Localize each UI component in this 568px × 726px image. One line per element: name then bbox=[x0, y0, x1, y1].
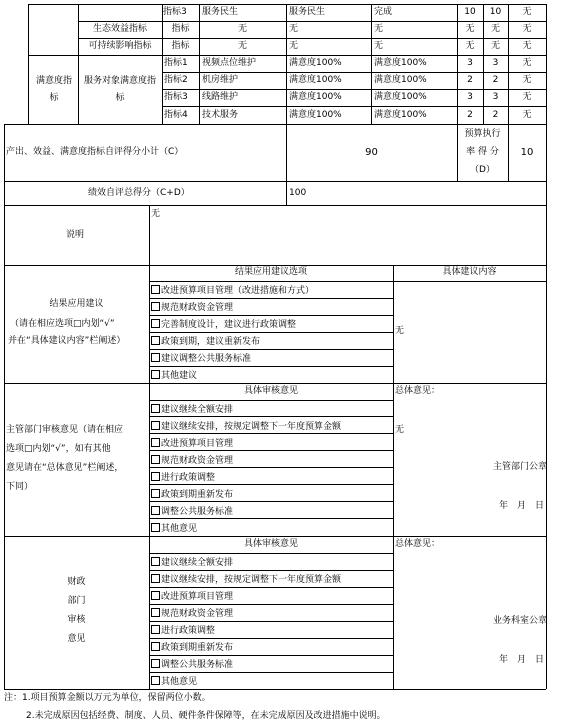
indicator-weight: 2 bbox=[467, 75, 473, 85]
indicator-deviation: 无 bbox=[522, 75, 532, 85]
checkbox-icon[interactable] bbox=[151, 608, 160, 617]
checkbox-icon[interactable] bbox=[151, 455, 160, 464]
indicator-score: 3 bbox=[492, 92, 499, 102]
finance-stamp: 业务科室公章 bbox=[493, 616, 548, 626]
checkbox-icon[interactable] bbox=[151, 404, 160, 413]
result-app-label: （请在相应选项□内划“√” bbox=[10, 319, 115, 329]
indicator-score: 2 bbox=[492, 75, 499, 85]
explanation-value: 无 bbox=[151, 209, 161, 219]
indicator-name: 视频点位维护 bbox=[202, 58, 257, 68]
indicator-target: 服务民生 bbox=[289, 7, 326, 17]
checkbox-icon[interactable] bbox=[151, 472, 160, 481]
checkbox-icon[interactable] bbox=[151, 642, 160, 651]
indicator-deviation: 无 bbox=[522, 41, 532, 51]
finance-review-col-header: 具体审核意见 bbox=[243, 539, 298, 549]
indicator-target: 满意度100% bbox=[289, 75, 342, 85]
checkbox-icon[interactable] bbox=[151, 676, 160, 685]
budget-exec-label: （D） bbox=[470, 165, 495, 175]
indicator-score: 10 bbox=[489, 7, 502, 17]
indicator-deviation: 无 bbox=[522, 92, 532, 102]
finance-option[interactable]: 调整公共服务标准 bbox=[151, 659, 233, 670]
indicator-name: 无 bbox=[237, 24, 247, 34]
finance-review-label: 审核 bbox=[67, 615, 86, 625]
indicator-target: 满意度100% bbox=[289, 110, 342, 120]
dept-overall-value: 无 bbox=[395, 425, 405, 435]
dept-option[interactable]: 建议继续安排，按规定调整下一年度预算金额 bbox=[151, 421, 341, 432]
indicator-score: 3 bbox=[492, 58, 499, 68]
indicator-actual: 满意度100% bbox=[374, 58, 427, 68]
finance-review-label: 财政 bbox=[67, 577, 86, 587]
result-app-content-header: 具体建议内容 bbox=[442, 267, 497, 277]
indicator-weight: 2 bbox=[467, 110, 473, 120]
dept-date: 年 月 日 bbox=[499, 501, 545, 511]
indicator-actual: 无 bbox=[374, 41, 384, 51]
finance-option[interactable]: 政策到期重新发布 bbox=[151, 642, 233, 653]
footnote: 注：1.项目预算金额以万元为单位，保留两位小数。 bbox=[4, 693, 211, 703]
result-app-label: 结果应用建议 bbox=[49, 299, 104, 309]
indicator-name: 机房维护 bbox=[202, 75, 239, 85]
checkbox-icon[interactable] bbox=[151, 489, 160, 498]
checkbox-icon[interactable] bbox=[151, 336, 160, 345]
indicator-category: 可持续影响指标 bbox=[88, 41, 152, 51]
indicator-code: 指标 bbox=[171, 24, 190, 34]
indicator-name: 线路维护 bbox=[202, 92, 239, 102]
indicator-score: 2 bbox=[492, 110, 499, 120]
checkbox-icon[interactable] bbox=[151, 659, 160, 668]
indicator-score: 无 bbox=[490, 41, 500, 51]
indicator-actual: 无 bbox=[374, 24, 384, 34]
dept-option[interactable]: 改进预算项目管理 bbox=[151, 438, 233, 449]
dept-option[interactable]: 规范财政资金管理 bbox=[151, 455, 233, 466]
result-option[interactable]: 建议调整公共服务标准 bbox=[151, 353, 251, 364]
result-app-label: 并在“具体建议内容”栏阐述） bbox=[8, 336, 126, 346]
dept-review-col-header: 具体审核意见 bbox=[243, 386, 298, 396]
indicator-code: 指标4 bbox=[164, 110, 188, 120]
checkbox-icon[interactable] bbox=[151, 285, 160, 294]
indicator-weight: 10 bbox=[464, 7, 476, 17]
budget-exec-label: 预算执行 bbox=[464, 129, 501, 139]
indicator-category: 生态效益指标 bbox=[92, 24, 147, 34]
result-option[interactable]: 其他建议 bbox=[151, 370, 197, 381]
dept-overall-header: 总体意见： bbox=[395, 386, 441, 396]
budget-exec-score: 10 bbox=[520, 147, 534, 158]
dept-review-label: 主管部门审核意见（请在相应 bbox=[6, 425, 124, 435]
result-app-content-value: 无 bbox=[395, 326, 405, 336]
budget-exec-label: 率 得 分 bbox=[466, 147, 499, 157]
indicator-actual: 满意度100% bbox=[374, 92, 427, 102]
checkbox-icon[interactable] bbox=[151, 591, 160, 600]
dept-option[interactable]: 政策到期重新发布 bbox=[151, 489, 233, 500]
indicator-actual: 满意度100% bbox=[374, 110, 427, 120]
footnote: 2.未完成原因包括经费、制度、人员、硬件条件保障等，在未完成原因及改进措施中说明。 bbox=[26, 711, 386, 721]
indicator-name: 服务民生 bbox=[202, 7, 239, 17]
indicator-deviation: 无 bbox=[522, 110, 532, 120]
indicator-deviation: 无 bbox=[522, 7, 532, 17]
indicator-actual: 满意度100% bbox=[374, 75, 427, 85]
indicator-actual: 完成 bbox=[374, 7, 393, 17]
indicator-code: 指标1 bbox=[164, 58, 188, 68]
checkbox-icon[interactable] bbox=[151, 421, 160, 430]
indicator-target: 无 bbox=[289, 41, 299, 51]
indicator-deviation: 无 bbox=[522, 58, 532, 68]
subtotal-label: 产出、效益、满意度指标自评得分小计（C） bbox=[6, 147, 184, 157]
indicator-deviation: 无 bbox=[522, 24, 532, 34]
dept-stamp: 主管部门公章 bbox=[493, 462, 548, 472]
dept-review-label: 意见请在“总体意见”栏阐述， bbox=[6, 463, 124, 473]
indicator-code: 指标2 bbox=[164, 75, 188, 85]
checkbox-icon[interactable] bbox=[151, 574, 160, 583]
checkbox-icon[interactable] bbox=[151, 523, 160, 532]
indicator-code: 指标3 bbox=[163, 7, 187, 17]
result-option[interactable]: 改进预算项目管理（改进措施和方式） bbox=[151, 285, 314, 296]
dept-review-label: 下同） bbox=[6, 482, 34, 492]
indicator-name: 无 bbox=[237, 41, 247, 51]
explanation-label: 说明 bbox=[66, 230, 85, 240]
finance-option[interactable]: 其他意见 bbox=[151, 676, 197, 687]
indicator-weight: 无 bbox=[465, 24, 475, 34]
indicator-code: 指标3 bbox=[164, 92, 188, 102]
subtotal-value: 90 bbox=[365, 147, 378, 158]
finance-overall-header: 总体意见： bbox=[395, 539, 441, 549]
satisfaction-category: 服务对象满意度指标 bbox=[83, 76, 156, 103]
dept-option[interactable]: 调整公共服务标准 bbox=[151, 506, 233, 517]
indicator-score: 无 bbox=[490, 24, 500, 34]
checkbox-icon[interactable] bbox=[151, 506, 160, 515]
satisfaction-label: 满意度指标 bbox=[35, 76, 72, 103]
checkbox-icon[interactable] bbox=[151, 302, 160, 311]
finance-review-label: 部门 bbox=[67, 596, 86, 606]
finance-option[interactable]: 进行政策调整 bbox=[151, 625, 215, 636]
indicator-weight: 3 bbox=[467, 92, 473, 102]
dept-option[interactable]: 建议继续全额安排 bbox=[151, 404, 233, 415]
finance-option[interactable]: 规范财政资金管理 bbox=[151, 608, 233, 619]
indicator-name: 技术服务 bbox=[202, 110, 239, 120]
finance-review-label: 意见 bbox=[67, 634, 86, 644]
result-option[interactable]: 政策到期，建议重新发布 bbox=[151, 336, 260, 347]
finance-option[interactable]: 建议继续安排，按规定调整下一年度预算金额 bbox=[151, 574, 341, 585]
total-value: 100 bbox=[289, 188, 307, 198]
finance-option[interactable]: 建议继续全额安排 bbox=[151, 557, 233, 568]
checkbox-icon[interactable] bbox=[151, 438, 160, 447]
checkbox-icon[interactable] bbox=[151, 370, 160, 379]
dept-review-label: 选项□内划“√”，如有其他 bbox=[6, 444, 111, 454]
result-option[interactable]: 完善制度设计，建议进行政策调整 bbox=[151, 319, 296, 330]
checkbox-icon[interactable] bbox=[151, 557, 160, 566]
indicator-weight: 无 bbox=[465, 41, 475, 51]
indicator-target: 满意度100% bbox=[289, 58, 342, 68]
finance-date: 年 月 日 bbox=[499, 655, 545, 665]
dept-option[interactable]: 其他意见 bbox=[151, 523, 197, 534]
indicator-code: 指标 bbox=[171, 41, 190, 51]
finance-option[interactable]: 改进预算项目管理 bbox=[151, 591, 233, 602]
dept-option[interactable]: 进行政策调整 bbox=[151, 472, 215, 483]
checkbox-icon[interactable] bbox=[151, 319, 160, 328]
checkbox-icon[interactable] bbox=[151, 353, 160, 362]
checkbox-icon[interactable] bbox=[151, 625, 160, 634]
result-option[interactable]: 规范财政资金管理 bbox=[151, 302, 233, 313]
indicator-target: 无 bbox=[289, 24, 299, 34]
result-app-col-header: 结果应用建议选项 bbox=[234, 267, 307, 277]
indicator-weight: 3 bbox=[467, 58, 473, 68]
indicator-target: 满意度100% bbox=[289, 92, 342, 102]
total-label: 绩效自评总得分（C+D） bbox=[88, 188, 190, 198]
